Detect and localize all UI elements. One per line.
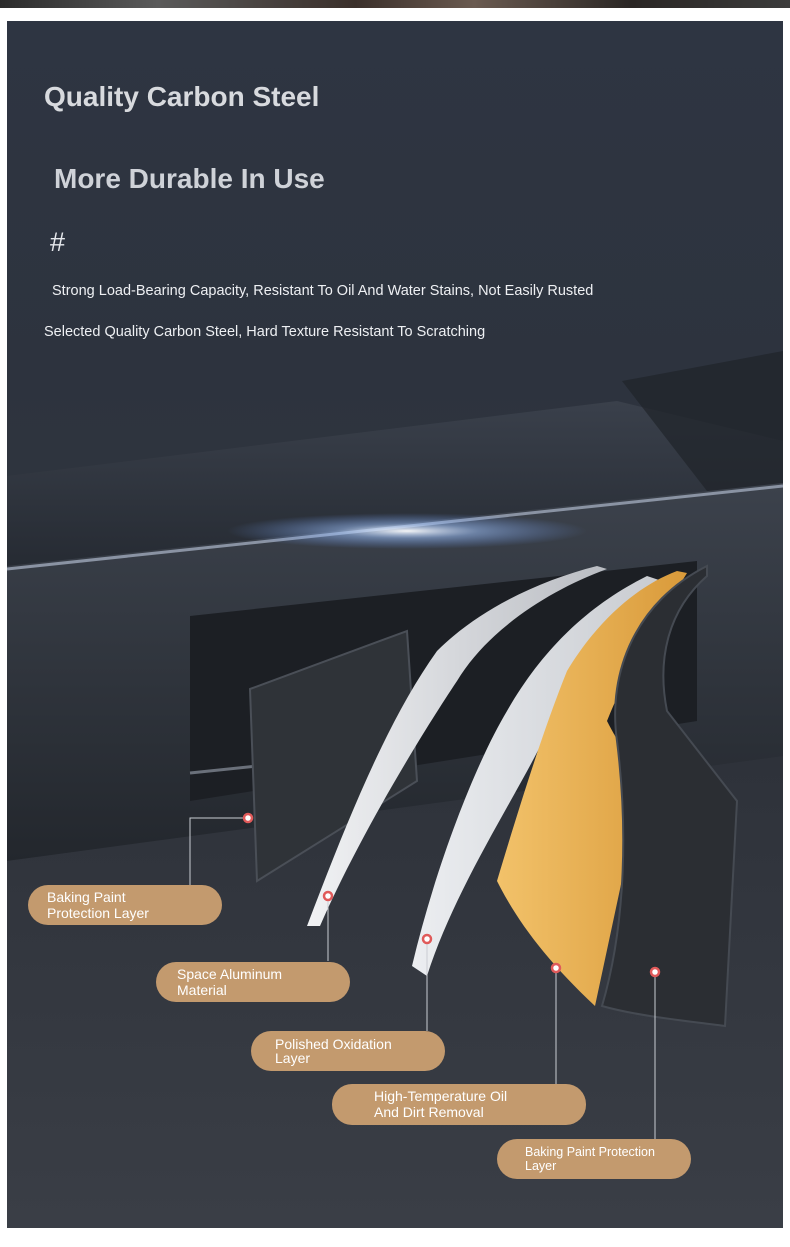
layer-label-space-aluminum [156,962,350,1002]
label-line: Baking Paint Protection [525,1145,655,1159]
label-line: Polished Oxidation [275,1036,392,1052]
label-line: And Dirt Removal [374,1104,484,1120]
label-line: Protection Layer [47,905,149,921]
marker-dot [651,968,659,976]
layer-label-baking-paint-protection [497,1139,691,1179]
page-title: Quality Carbon Steel [44,81,320,112]
page-subtitle: More Durable In Use [54,163,325,194]
label-line: High-Temperature Oil [374,1088,508,1104]
label-line: Layer [275,1050,311,1066]
label-line: Space Aluminum [177,966,283,982]
label-line: Baking Paint [47,889,126,905]
layer-label-oil-removal [332,1084,586,1125]
description-line: Strong Load-Bearing Capacity, Resistant To Oil And Water Stains, Not Easily Rusted [52,283,594,299]
label-line: Material [177,982,227,998]
marker-dot [244,814,252,822]
layer-label-baking-paint [28,885,222,925]
layer-label-polished-oxidation [251,1031,445,1071]
label-line: Layer [525,1159,557,1173]
marker-dot [324,892,332,900]
description-line: Selected Quality Carbon Steel, Hard Texture Resistant To Scratching [44,324,486,340]
edge-glow [227,513,587,549]
marker-dot [423,935,431,943]
top-image-strip [0,0,790,8]
marker-dot [552,964,560,972]
product-feature-panel [7,21,783,1228]
hash-symbol: # [50,227,66,257]
